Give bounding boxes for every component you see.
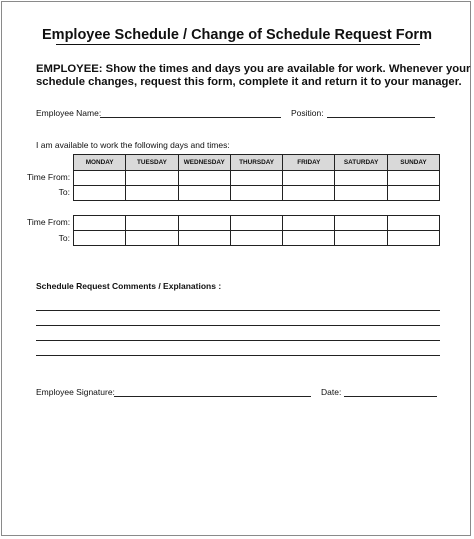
- time-from-label: Time From:: [27, 172, 71, 182]
- comment-line[interactable]: [36, 355, 440, 356]
- position-label: Position:: [291, 108, 324, 118]
- time-to-cell[interactable]: [74, 186, 126, 201]
- day-header-monday: MONDAY: [74, 155, 126, 171]
- comment-line[interactable]: [36, 340, 440, 341]
- employee-name-field[interactable]: [100, 117, 281, 118]
- form-title: Employee Schedule / Change of Schedule Request Form: [42, 27, 432, 43]
- time-from-row: [74, 216, 440, 231]
- time-from-cell[interactable]: [387, 216, 439, 231]
- signature-label: Employee Signature:: [36, 387, 115, 397]
- time-to-cell[interactable]: [387, 231, 439, 246]
- time-from-cell[interactable]: [178, 216, 230, 231]
- day-header-wednesday: WEDNESDAY: [178, 155, 230, 171]
- time-from-cell[interactable]: [230, 216, 282, 231]
- intro-line-2: schedule changes, request this form, complete it and return it to your manager.: [36, 76, 462, 88]
- time-from-cell[interactable]: [387, 171, 439, 186]
- comment-line[interactable]: [36, 325, 440, 326]
- day-header-friday: FRIDAY: [283, 155, 335, 171]
- time-to-cell[interactable]: [335, 186, 387, 201]
- time-from-cell[interactable]: [74, 171, 126, 186]
- day-header-row: [74, 155, 440, 171]
- time-to-cell[interactable]: [178, 231, 230, 246]
- time-to-cell[interactable]: [335, 231, 387, 246]
- title-underline: [56, 44, 420, 45]
- time-to-cell[interactable]: [230, 231, 282, 246]
- day-header-saturday: SATURDAY: [335, 155, 387, 171]
- availability-label: I am available to work the following days and times:: [36, 140, 230, 150]
- intro-line-1: EMPLOYEE: Show the times and days you are available for work. Whenever your: [36, 63, 471, 75]
- time-from-cell[interactable]: [335, 171, 387, 186]
- time-from-cell[interactable]: [126, 216, 178, 231]
- time-to-cell[interactable]: [178, 186, 230, 201]
- day-header-thursday: THURSDAY: [230, 155, 282, 171]
- to-label: To:: [58, 187, 70, 197]
- comment-line[interactable]: [36, 310, 440, 311]
- employee-name-label: Employee Name:: [36, 108, 102, 118]
- to-label: To:: [58, 233, 70, 243]
- time-from-label: Time From:: [27, 217, 71, 227]
- position-field[interactable]: [327, 117, 435, 118]
- time-from-row: [74, 171, 440, 186]
- time-to-cell[interactable]: [126, 231, 178, 246]
- time-from-cell[interactable]: [126, 171, 178, 186]
- date-field[interactable]: [344, 396, 437, 397]
- day-header-tuesday: TUESDAY: [126, 155, 178, 171]
- time-from-cell[interactable]: [335, 216, 387, 231]
- time-to-row: [74, 186, 440, 201]
- time-to-cell[interactable]: [126, 186, 178, 201]
- comments-label: Schedule Request Comments / Explanations :: [36, 281, 222, 291]
- time-from-cell[interactable]: [74, 216, 126, 231]
- time-from-cell[interactable]: [230, 171, 282, 186]
- signature-field[interactable]: [114, 396, 311, 397]
- day-header-sunday: SUNDAY: [387, 155, 439, 171]
- time-to-cell[interactable]: [387, 186, 439, 201]
- time-to-row: [74, 231, 440, 246]
- time-to-cell[interactable]: [283, 186, 335, 201]
- availability-table-2: [73, 215, 440, 246]
- time-to-cell[interactable]: [283, 231, 335, 246]
- time-to-cell[interactable]: [230, 186, 282, 201]
- time-from-cell[interactable]: [178, 171, 230, 186]
- availability-table-1: [73, 154, 440, 201]
- time-to-cell[interactable]: [74, 231, 126, 246]
- date-label: Date:: [321, 387, 342, 397]
- time-from-cell[interactable]: [283, 171, 335, 186]
- intro-text: [36, 63, 471, 89]
- time-from-cell[interactable]: [283, 216, 335, 231]
